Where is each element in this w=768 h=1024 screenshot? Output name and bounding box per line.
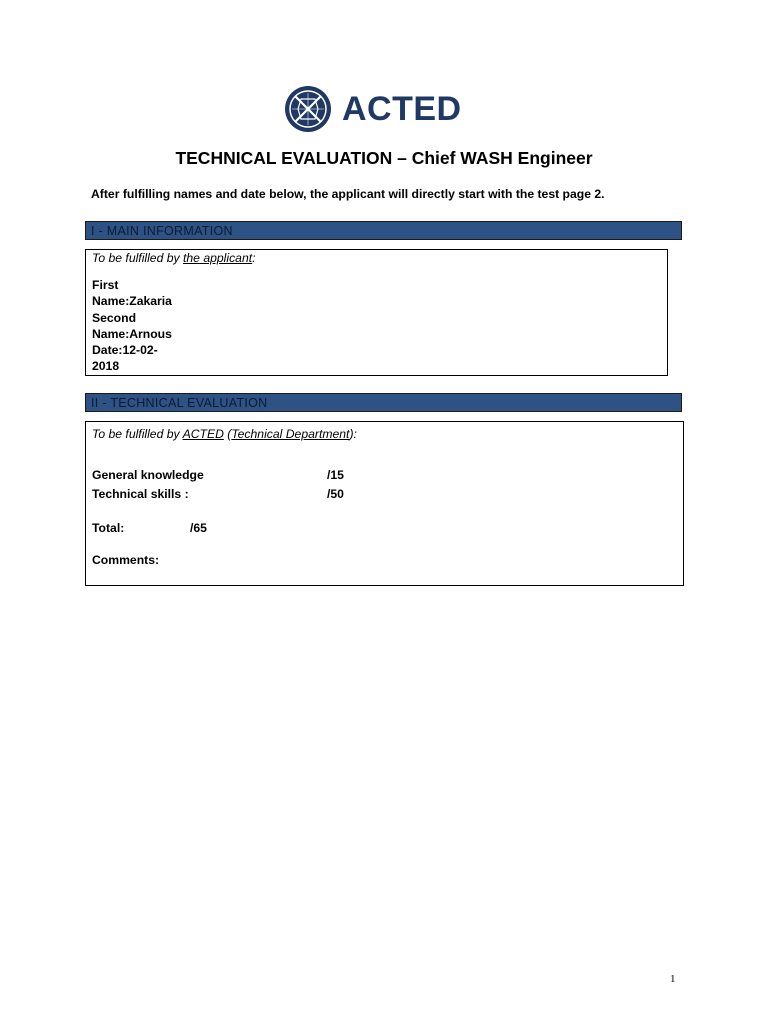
technical-skills-score: /50 <box>327 487 344 501</box>
comments-label: Comments: <box>92 553 160 567</box>
technical-evaluation-box <box>85 421 684 586</box>
general-knowledge-label: General knowledge <box>92 468 204 482</box>
technical-skills-label: Technical skills : <box>92 487 189 501</box>
field-line: Date:12-02- <box>92 343 158 358</box>
field-line: First <box>92 278 119 292</box>
acted-emblem-icon <box>284 85 332 133</box>
field-line: Second <box>92 310 137 325</box>
section2-instruction: To be fulfilled by ACTED (Technical Department): <box>92 427 357 441</box>
section1-instruction: To be fulfilled by the applicant: <box>92 251 256 265</box>
section-main-information-header: I - MAIN INFORMATION <box>85 221 682 240</box>
total-score: /65 <box>190 521 207 535</box>
acted-logo <box>284 86 462 132</box>
applicant-link-text: the applicant <box>183 251 253 265</box>
page-title: TECHNICAL EVALUATION – Chief WASH Engineer <box>175 148 593 168</box>
page-number: 1 <box>670 973 676 985</box>
field-line: Name:Arnous <box>92 326 172 341</box>
field-line: 2018 <box>92 359 120 374</box>
logo-text: ACTED <box>342 90 462 128</box>
intro-text: After fulfilling names and date below, the applicant will directly start with the test page 2. <box>91 187 605 201</box>
section-technical-evaluation-header: II - TECHNICAL EVALUATION <box>85 393 682 412</box>
main-information-box <box>85 249 668 376</box>
field-line: Name:Zakaria <box>92 294 172 309</box>
general-knowledge-score: /15 <box>327 468 344 482</box>
total-label: Total: <box>92 521 125 535</box>
applicant-fields <box>92 277 202 375</box>
